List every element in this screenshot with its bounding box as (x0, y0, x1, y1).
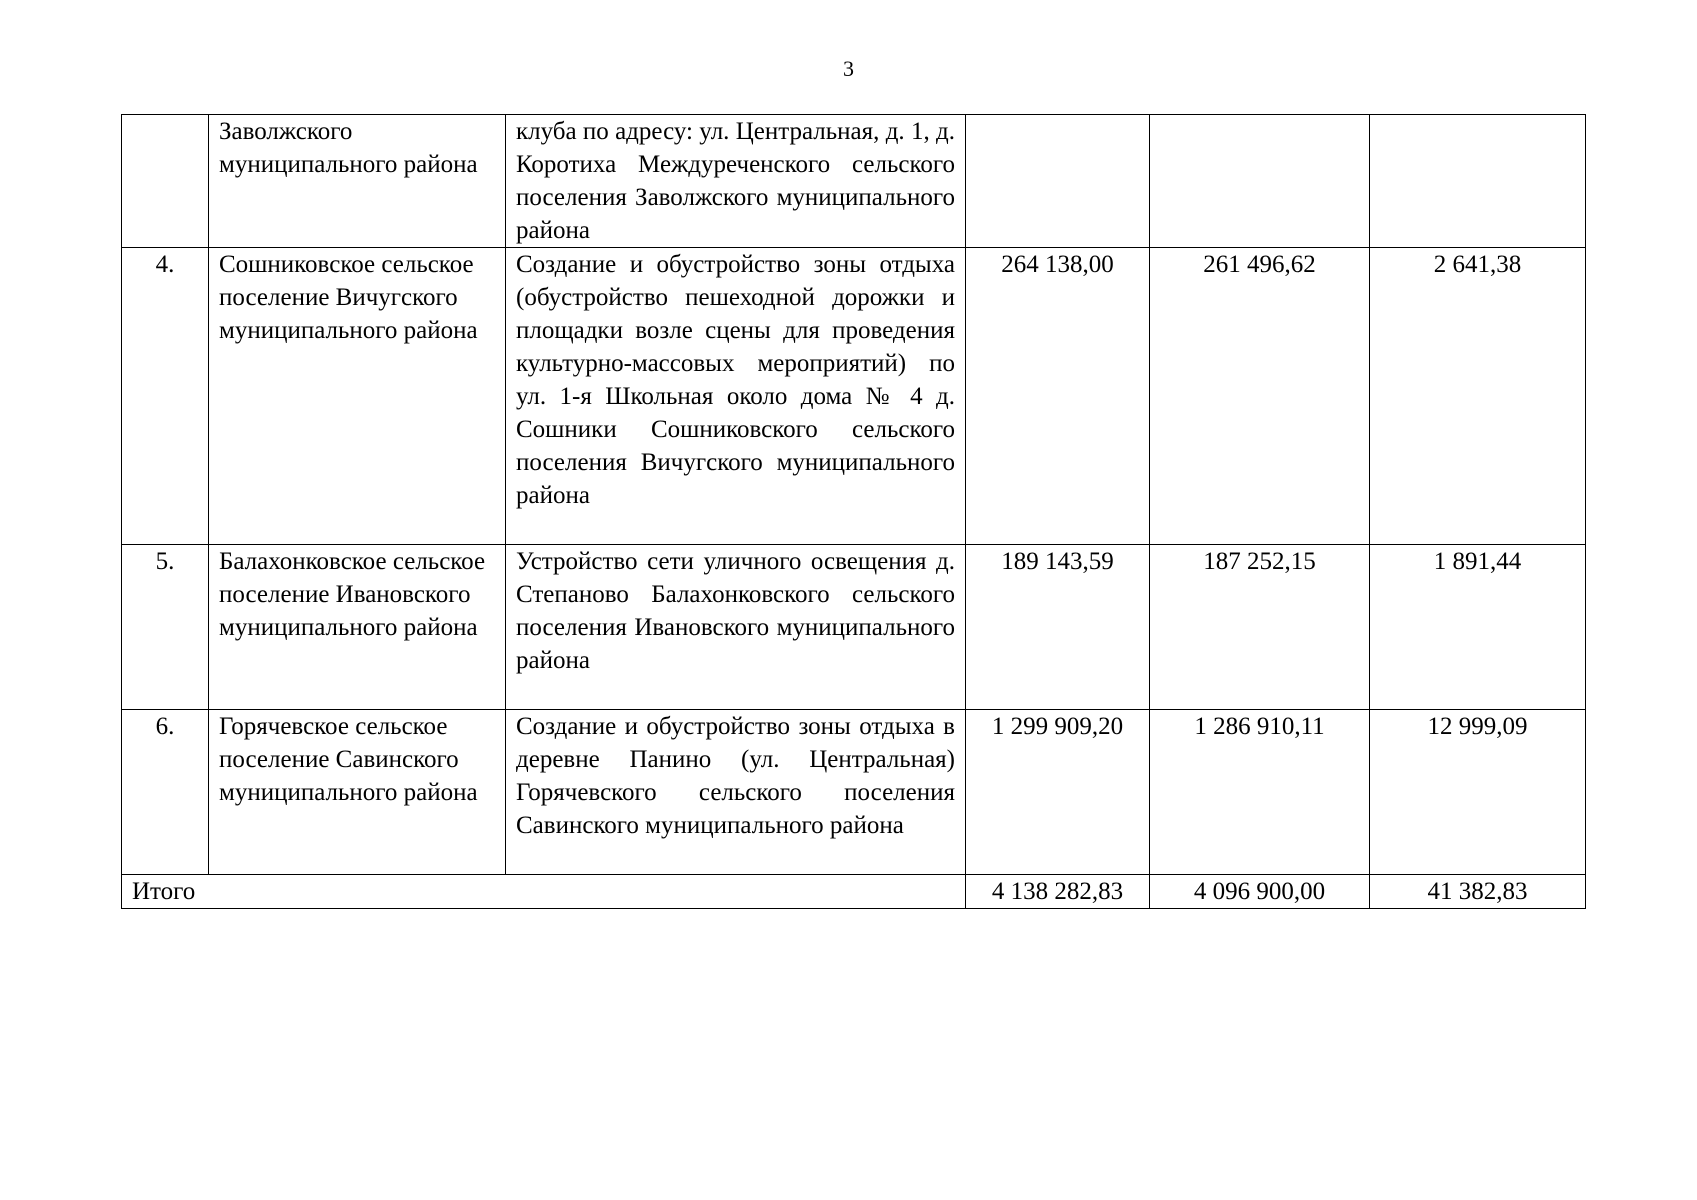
regional-amount: 261 496,62 (1150, 248, 1370, 545)
totals-row (122, 875, 1586, 909)
funding-table (121, 114, 1586, 909)
totals-label: Итого (122, 875, 966, 909)
settlement-name: Заволжского муниципального района (209, 115, 506, 248)
regional-amount: 187 252,15 (1150, 545, 1370, 710)
row-number: 5. (122, 545, 209, 710)
total-amount: 264 138,00 (966, 248, 1150, 545)
table-row (122, 710, 1586, 875)
row-number: 4. (122, 248, 209, 545)
totals-total-amount: 4 138 282,83 (966, 875, 1150, 909)
page-number: 3 (843, 56, 854, 81)
local-amount: 2 641,38 (1370, 248, 1586, 545)
total-amount: 1 299 909,20 (966, 710, 1150, 875)
project-description: Устройство сети уличного освещения д. Степаново Балахонковского сельского поселения Ивановского муниципального района (506, 545, 966, 710)
totals-regional-amount: 4 096 900,00 (1150, 875, 1370, 909)
row-number: 6. (122, 710, 209, 875)
table-row (122, 115, 1586, 248)
table-row (122, 545, 1586, 710)
settlement-name: Сошниковское сельское поселение Вичугского муниципального района (209, 248, 506, 545)
local-amount (1370, 115, 1586, 248)
project-description: клуба по адресу: ул. Центральная, д. 1, д. Коротиха Междуреченского сельского поселения Заволжского муниципального района (506, 115, 966, 248)
table-row (122, 248, 1586, 545)
row-number (122, 115, 209, 248)
local-amount: 12 999,09 (1370, 710, 1586, 875)
totals-local-amount: 41 382,83 (1370, 875, 1586, 909)
local-amount: 1 891,44 (1370, 545, 1586, 710)
total-amount (966, 115, 1150, 248)
settlement-name: Горячевское сельское поселение Савинского муниципального района (209, 710, 506, 875)
regional-amount (1150, 115, 1370, 248)
total-amount: 189 143,59 (966, 545, 1150, 710)
regional-amount: 1 286 910,11 (1150, 710, 1370, 875)
project-description: Создание и обустройство зоны отдыха в деревне Панино (ул. Центральная) Горячевского сельского поселения Савинского муниципального района (506, 710, 966, 875)
settlement-name: Балахонковское сельское поселение Ивановского муниципального района (209, 545, 506, 710)
project-description: Создание и обустройство зоны отдыха (обустройство пешеходной дорожки и площадки возле сцены для проведения культурно-массовых мероприятий) по ул. 1-я Школьная около дома № 4 д. Сошники Сошниковского сельского поселения Вичугского муниципального района (506, 248, 966, 545)
